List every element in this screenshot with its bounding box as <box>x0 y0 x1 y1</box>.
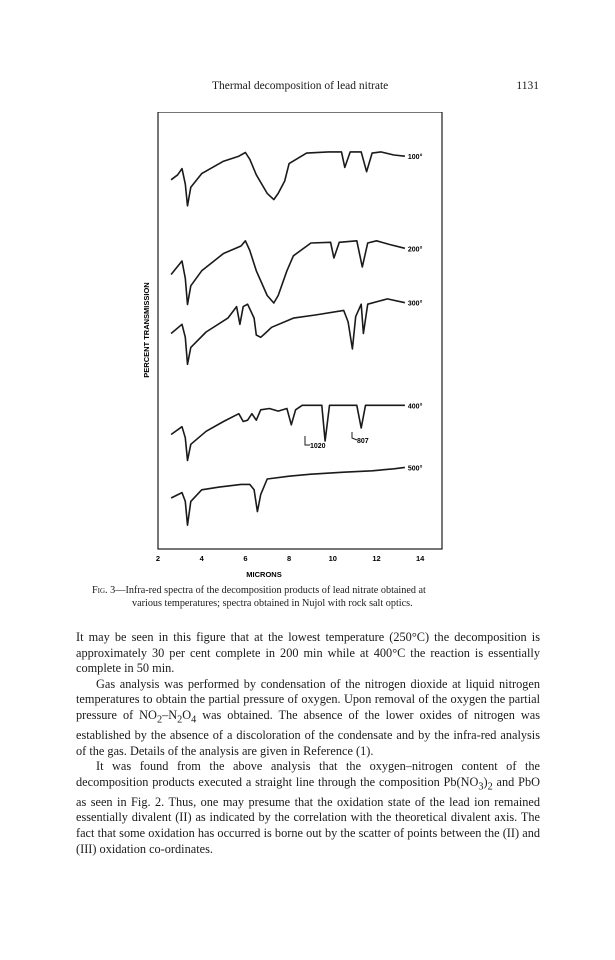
spectrum-line-1 <box>171 152 405 206</box>
p3-sub-2: 2 <box>487 781 493 793</box>
series-label-1: 100° <box>407 154 423 162</box>
x-tick-label-12: 12 <box>372 554 381 563</box>
series-label-2: 200° <box>407 246 423 254</box>
caption-line-1: —Infra-red spectra of the decomposition products of lead nitrate obtained at <box>115 585 426 596</box>
p3-part-a: It was found from the above analysis that the oxygen–nitrogen content of the decomposition products executed a straight line through the composition Pb(NO <box>76 759 540 789</box>
series-label-4: 400° <box>407 403 423 411</box>
p2-sub-4: 4 <box>191 714 197 726</box>
p3-part-b: ) <box>483 774 488 789</box>
y-axis-label: PERCENT TRANSMISSION <box>142 282 151 378</box>
paragraph-3 <box>76 759 540 857</box>
spectrum-line-4 <box>171 405 405 460</box>
series-label-3: 300° <box>407 300 423 308</box>
ir-spectra-figure <box>136 112 476 582</box>
x-tick-label-14: 14 <box>416 554 425 563</box>
running-title: Thermal decomposition of lead nitrate <box>212 80 389 92</box>
x-tick-label-6: 6 <box>243 554 248 563</box>
x-axis-label: MICRONS <box>246 570 282 579</box>
spectrum-line-3 <box>171 299 405 364</box>
p2-part-b: –N <box>162 707 178 722</box>
p3-part-c: and PbO as seen in Fig. 2. Thus, one may presume that the oxidation state of the lead ion remained essentially divalent (II) as indicated by the correlation with the theoretical divalent axis. The fact that some oxidation has occurred is borne out by the scatter of points between the (II) and (III) oxidation co-ordinates. <box>76 774 540 856</box>
p2-sub-2a: 2 <box>156 714 163 726</box>
p2-part-c: O <box>182 707 192 722</box>
p3-sub-3: 3 <box>478 781 484 793</box>
paragraph-2 <box>76 677 540 759</box>
annotation-807: 807 <box>357 438 369 445</box>
p2-part-a: Gas analysis was performed by condensation of the nitrogen dioxide at liquid nitrogen temperatures to obtain the partial pressure of oxygen. Upon removal of the oxygen the partial pressure of NO <box>76 676 540 722</box>
spectrum-line-5 <box>171 467 405 525</box>
annotation-1020: 1020 <box>310 443 326 450</box>
x-tick-label-4: 4 <box>199 554 204 563</box>
body-text <box>76 630 540 857</box>
spectrum-line-2 <box>171 241 405 305</box>
p2-sub-2b: 2 <box>177 714 183 726</box>
figure-caption <box>92 584 522 610</box>
x-tick-label-2: 2 <box>155 554 161 563</box>
caption-line-2: various temperatures; spectra obtained in Nujol with rock salt optics. <box>132 598 413 609</box>
running-head <box>0 80 615 96</box>
paragraph-1: It may be seen in this figure that at the lowest temperature (250°C) the decomposition is approximately 30 per cent complete in 200 min while at 400°C the reaction is essentially complete in 50 min. <box>76 630 540 676</box>
caption-label: Fig. 3 <box>92 585 116 596</box>
p2-part-d: was obtained. The absence of the lower oxides of nitrogen was established by the absence of a discoloration of the condensate and by the infra-red analysis of the gas. Details of the analysis are given in Reference (1). <box>76 707 540 758</box>
x-tick-label-8: 8 <box>287 554 292 563</box>
plot-frame <box>158 112 442 549</box>
page-number: 1131 <box>516 80 539 92</box>
series-label-5: 500° <box>407 465 423 473</box>
x-tick-label-10: 10 <box>328 554 337 563</box>
ir-spectra-chart <box>136 112 476 582</box>
